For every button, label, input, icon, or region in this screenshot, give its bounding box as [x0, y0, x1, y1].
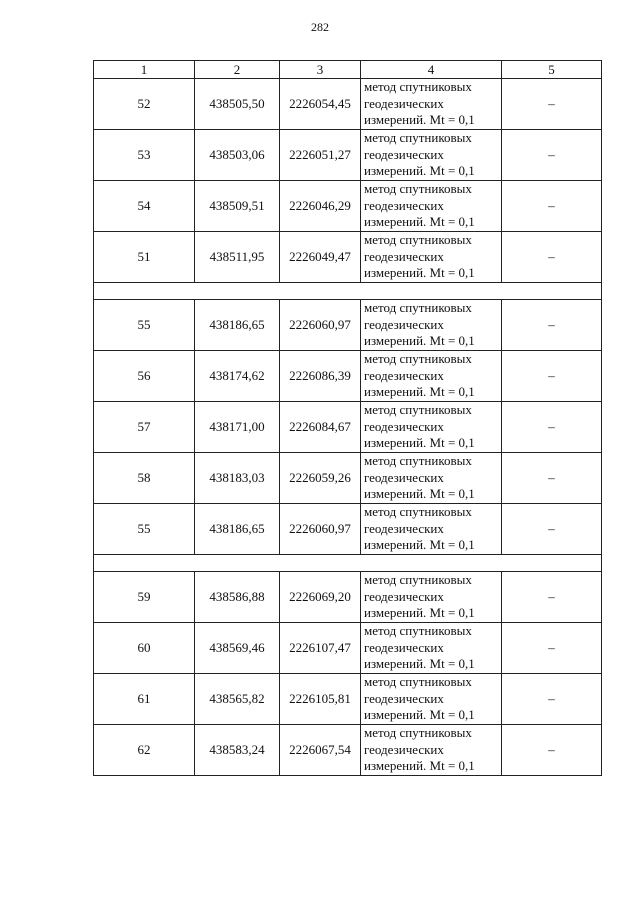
- table-row: [94, 453, 602, 504]
- column-5-dash: –: [502, 402, 602, 453]
- coordinates-table: [93, 60, 602, 776]
- table-header-row: [94, 61, 602, 79]
- point-number: 60: [94, 623, 195, 674]
- column-5-dash: –: [502, 79, 602, 130]
- point-number: 57: [94, 402, 195, 453]
- table-row: [94, 725, 602, 776]
- method-description: метод спутниковых геодезических измерений. Mt = 0,1: [361, 402, 502, 453]
- y-coordinate: 2226060,97: [280, 300, 361, 351]
- point-number: 53: [94, 130, 195, 181]
- method-description: метод спутниковых геодезических измерений. Mt = 0,1: [361, 504, 502, 555]
- y-coordinate: 2226049,47: [280, 232, 361, 283]
- point-number: 55: [94, 504, 195, 555]
- table-row: [94, 300, 602, 351]
- y-coordinate: 2226086,39: [280, 351, 361, 402]
- column-5-dash: –: [502, 504, 602, 555]
- table-body: [94, 79, 602, 776]
- column-5-dash: –: [502, 623, 602, 674]
- point-number: 61: [94, 674, 195, 725]
- page-number: 282: [311, 20, 329, 34]
- block-separator-row: [94, 283, 602, 300]
- point-number: 54: [94, 181, 195, 232]
- method-description: метод спутниковых геодезических измерений. Mt = 0,1: [361, 572, 502, 623]
- column-5-dash: –: [502, 130, 602, 181]
- method-description: метод спутниковых геодезических измерений. Mt = 0,1: [361, 623, 502, 674]
- block-separator: [94, 283, 602, 300]
- column-header-2: 2: [195, 61, 280, 79]
- method-description: метод спутниковых геодезических измерений. Mt = 0,1: [361, 181, 502, 232]
- y-coordinate: 2226084,67: [280, 402, 361, 453]
- y-coordinate: 2226059,26: [280, 453, 361, 504]
- x-coordinate: 438186,65: [195, 504, 280, 555]
- column-header-3: 3: [280, 61, 361, 79]
- y-coordinate: 2226051,27: [280, 130, 361, 181]
- table-row: [94, 674, 602, 725]
- column-5-dash: –: [502, 351, 602, 402]
- point-number: 55: [94, 300, 195, 351]
- point-number: 59: [94, 572, 195, 623]
- x-coordinate: 438505,50: [195, 79, 280, 130]
- method-description: метод спутниковых геодезических измерений. Mt = 0,1: [361, 674, 502, 725]
- column-5-dash: –: [502, 572, 602, 623]
- x-coordinate: 438509,51: [195, 181, 280, 232]
- y-coordinate: 2226105,81: [280, 674, 361, 725]
- x-coordinate: 438186,65: [195, 300, 280, 351]
- x-coordinate: 438569,46: [195, 623, 280, 674]
- column-header-4: 4: [361, 61, 502, 79]
- table-row: [94, 623, 602, 674]
- table-row: [94, 181, 602, 232]
- y-coordinate: 2226046,29: [280, 181, 361, 232]
- point-number: 62: [94, 725, 195, 776]
- x-coordinate: 438503,06: [195, 130, 280, 181]
- table-row: [94, 79, 602, 130]
- point-number: 51: [94, 232, 195, 283]
- x-coordinate: 438174,62: [195, 351, 280, 402]
- block-separator-row: [94, 555, 602, 572]
- point-number: 52: [94, 79, 195, 130]
- point-number: 58: [94, 453, 195, 504]
- table-row: [94, 232, 602, 283]
- table-row: [94, 572, 602, 623]
- x-coordinate: 438586,88: [195, 572, 280, 623]
- y-coordinate: 2226060,97: [280, 504, 361, 555]
- column-5-dash: –: [502, 725, 602, 776]
- table-row: [94, 402, 602, 453]
- column-5-dash: –: [502, 181, 602, 232]
- column-header-5: 5: [502, 61, 602, 79]
- x-coordinate: 438565,82: [195, 674, 280, 725]
- x-coordinate: 438583,24: [195, 725, 280, 776]
- x-coordinate: 438511,95: [195, 232, 280, 283]
- column-5-dash: –: [502, 300, 602, 351]
- method-description: метод спутниковых геодезических измерений. Mt = 0,1: [361, 79, 502, 130]
- y-coordinate: 2226069,20: [280, 572, 361, 623]
- y-coordinate: 2226107,47: [280, 623, 361, 674]
- point-number: 56: [94, 351, 195, 402]
- y-coordinate: 2226067,54: [280, 725, 361, 776]
- table-row: [94, 504, 602, 555]
- block-separator: [94, 555, 602, 572]
- method-description: метод спутниковых геодезических измерений. Mt = 0,1: [361, 232, 502, 283]
- column-header-1: 1: [94, 61, 195, 79]
- method-description: метод спутниковых геодезических измерений. Mt = 0,1: [361, 453, 502, 504]
- column-5-dash: –: [502, 232, 602, 283]
- y-coordinate: 2226054,45: [280, 79, 361, 130]
- table-row: [94, 130, 602, 181]
- column-5-dash: –: [502, 453, 602, 504]
- method-description: метод спутниковых геодезических измерений. Mt = 0,1: [361, 300, 502, 351]
- method-description: метод спутниковых геодезических измерений. Mt = 0,1: [361, 351, 502, 402]
- column-5-dash: –: [502, 674, 602, 725]
- x-coordinate: 438171,00: [195, 402, 280, 453]
- table-row: [94, 351, 602, 402]
- x-coordinate: 438183,03: [195, 453, 280, 504]
- method-description: метод спутниковых геодезических измерений. Mt = 0,1: [361, 130, 502, 181]
- method-description: метод спутниковых геодезических измерений. Mt = 0,1: [361, 725, 502, 776]
